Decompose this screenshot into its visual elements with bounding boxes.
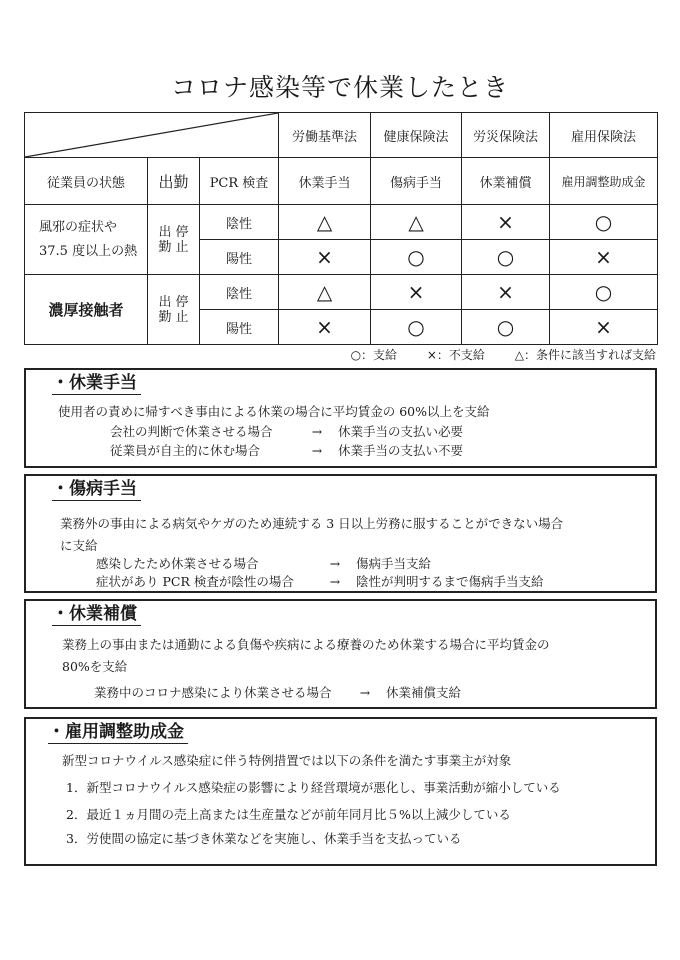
arrow-icon: →: [329, 556, 341, 571]
section-box-sickness-allowance: [24, 474, 657, 593]
mark-cell: △: [279, 205, 371, 240]
legend-item-conditional: △：条件に該当すれば支給: [514, 348, 656, 362]
case-line: [96, 554, 431, 572]
section-heading: ・傷病手当: [52, 478, 141, 501]
arrow-icon: →: [329, 574, 341, 589]
vertical-text: [159, 225, 189, 255]
pcr-result: 陰性: [200, 205, 279, 240]
case-condition: 会社の判断で休業させる場合: [110, 424, 273, 439]
attendance-cell: [148, 275, 200, 345]
case-line: [94, 683, 461, 701]
mark-cell: ×: [279, 310, 371, 345]
legend-item-paid: ○：支給: [350, 348, 398, 362]
case-condition: 症状があり PCR 検査が陰性の場合: [96, 574, 294, 589]
benefit-table: [24, 112, 658, 345]
section-heading: ・休業手当: [52, 372, 141, 395]
benefit-header: 傷病手当: [371, 158, 462, 205]
arrow-icon: →: [311, 424, 323, 439]
mark-cell: ○: [550, 205, 658, 240]
legend: [325, 346, 656, 363]
condition-item: 2．最近１ヵ月間の売上高または生産量などが前年同月比５%以上減少している: [66, 807, 511, 822]
table-header-columns: [25, 158, 658, 205]
section-box-leave-compensation: [24, 599, 657, 709]
benefit-header: 雇用調整助成金: [550, 158, 658, 205]
case-result: 傷病手当支給: [356, 556, 432, 571]
page-title: コロナ感染等で休業したとき: [170, 73, 509, 102]
col-header-employee-state: 従業員の状態: [25, 158, 148, 205]
mark-cell: ×: [371, 275, 462, 310]
vertical-text-left: 出 勤: [158, 224, 172, 255]
case-result: 休業補償支給: [386, 685, 462, 700]
section-heading: ・休業補償: [52, 603, 141, 626]
case-result: 休業手当の支払い不要: [338, 443, 464, 458]
col-header-attendance: 出勤: [148, 158, 200, 205]
pcr-result: 陽性: [200, 240, 279, 275]
case-line: [110, 422, 463, 440]
legend-item-not-paid: ×：不支給: [426, 348, 485, 362]
diagonal-line: [25, 113, 278, 157]
case-condition: 従業員が自主的に休む場合: [110, 443, 261, 458]
section-box-leave-allowance: [24, 368, 657, 468]
arrow-icon: →: [311, 443, 323, 458]
benefit-header: 休業補償: [462, 158, 550, 205]
mark-cell: ×: [550, 310, 658, 345]
section-text: 業務上の事由または通勤による負傷や疾病による療養のため休業する場合に平均賃金の: [62, 637, 550, 652]
mark-cell: ○: [550, 275, 658, 310]
law-header: 労災保険法: [462, 113, 550, 158]
vertical-text-right: 停 止: [175, 224, 189, 255]
mark-cell: ×: [279, 240, 371, 275]
col-header-pcr: PCR 検査: [200, 158, 279, 205]
mark-cell: △: [279, 275, 371, 310]
mark-cell: ○: [371, 310, 462, 345]
case-line: [110, 441, 463, 459]
vertical-text: [159, 295, 189, 325]
pcr-result: 陰性: [200, 275, 279, 310]
mark-cell: ×: [462, 205, 550, 240]
vertical-text-right: 停 止: [175, 294, 189, 325]
pcr-result: 陽性: [200, 310, 279, 345]
table-header-laws: [25, 113, 658, 158]
benefit-header: 休業手当: [279, 158, 371, 205]
section-text: 業務外の事由による病気やケガのため連続する 3 日以上労務に服することができない場合: [60, 516, 564, 531]
case-result: 陰性が判明するまで傷病手当支給: [356, 574, 544, 589]
law-header: 雇用保険法: [550, 113, 658, 158]
law-header: 健康保険法: [371, 113, 462, 158]
diagonal-corner-cell: [25, 113, 279, 158]
section-text: 80%を支給: [62, 659, 128, 674]
section-text: 使用者の責めに帰すべき事由による休業の場合に平均賃金の 60%以上を支給: [58, 404, 490, 419]
state-text-line: 37.5 度以上の熱: [39, 243, 138, 259]
state-cell-cold-symptoms: [25, 205, 148, 275]
arrow-icon: →: [359, 685, 371, 700]
case-line: [96, 572, 544, 590]
case-result: 休業手当の支払い必要: [338, 424, 464, 439]
table-row: [25, 205, 658, 240]
mark-cell: ○: [462, 240, 550, 275]
mark-cell: ○: [462, 310, 550, 345]
table-row: [25, 275, 658, 310]
attendance-cell: [148, 205, 200, 275]
law-header: 労働基準法: [279, 113, 371, 158]
section-text: 新型コロナウイルス感染症に伴う特例措置では以下の条件を満たす事業主が対象: [62, 753, 512, 768]
mark-cell: △: [371, 205, 462, 240]
mark-cell: ○: [371, 240, 462, 275]
mark-cell: ×: [550, 240, 658, 275]
section-box-employment-subsidy: [24, 717, 657, 866]
section-heading: ・雇用調整助成金: [48, 721, 188, 744]
condition-item: 1．新型コロナウイルス感染症の影響により経営環境が悪化し、事業活動が縮小している: [66, 780, 561, 795]
section-text: に支給: [60, 538, 98, 553]
vertical-text-left: 出 勤: [158, 294, 172, 325]
state-text-line: 風邪の症状や: [39, 219, 118, 235]
case-condition: 感染したため休業させる場合: [96, 556, 259, 571]
mark-cell: ×: [462, 275, 550, 310]
state-cell-close-contact: 濃厚接触者: [25, 275, 148, 345]
case-condition: 業務中のコロナ感染により休業させる場合: [94, 685, 332, 700]
condition-item: 3．労使間の協定に基づき休業などを実施し、休業手当を支払っている: [66, 831, 462, 846]
